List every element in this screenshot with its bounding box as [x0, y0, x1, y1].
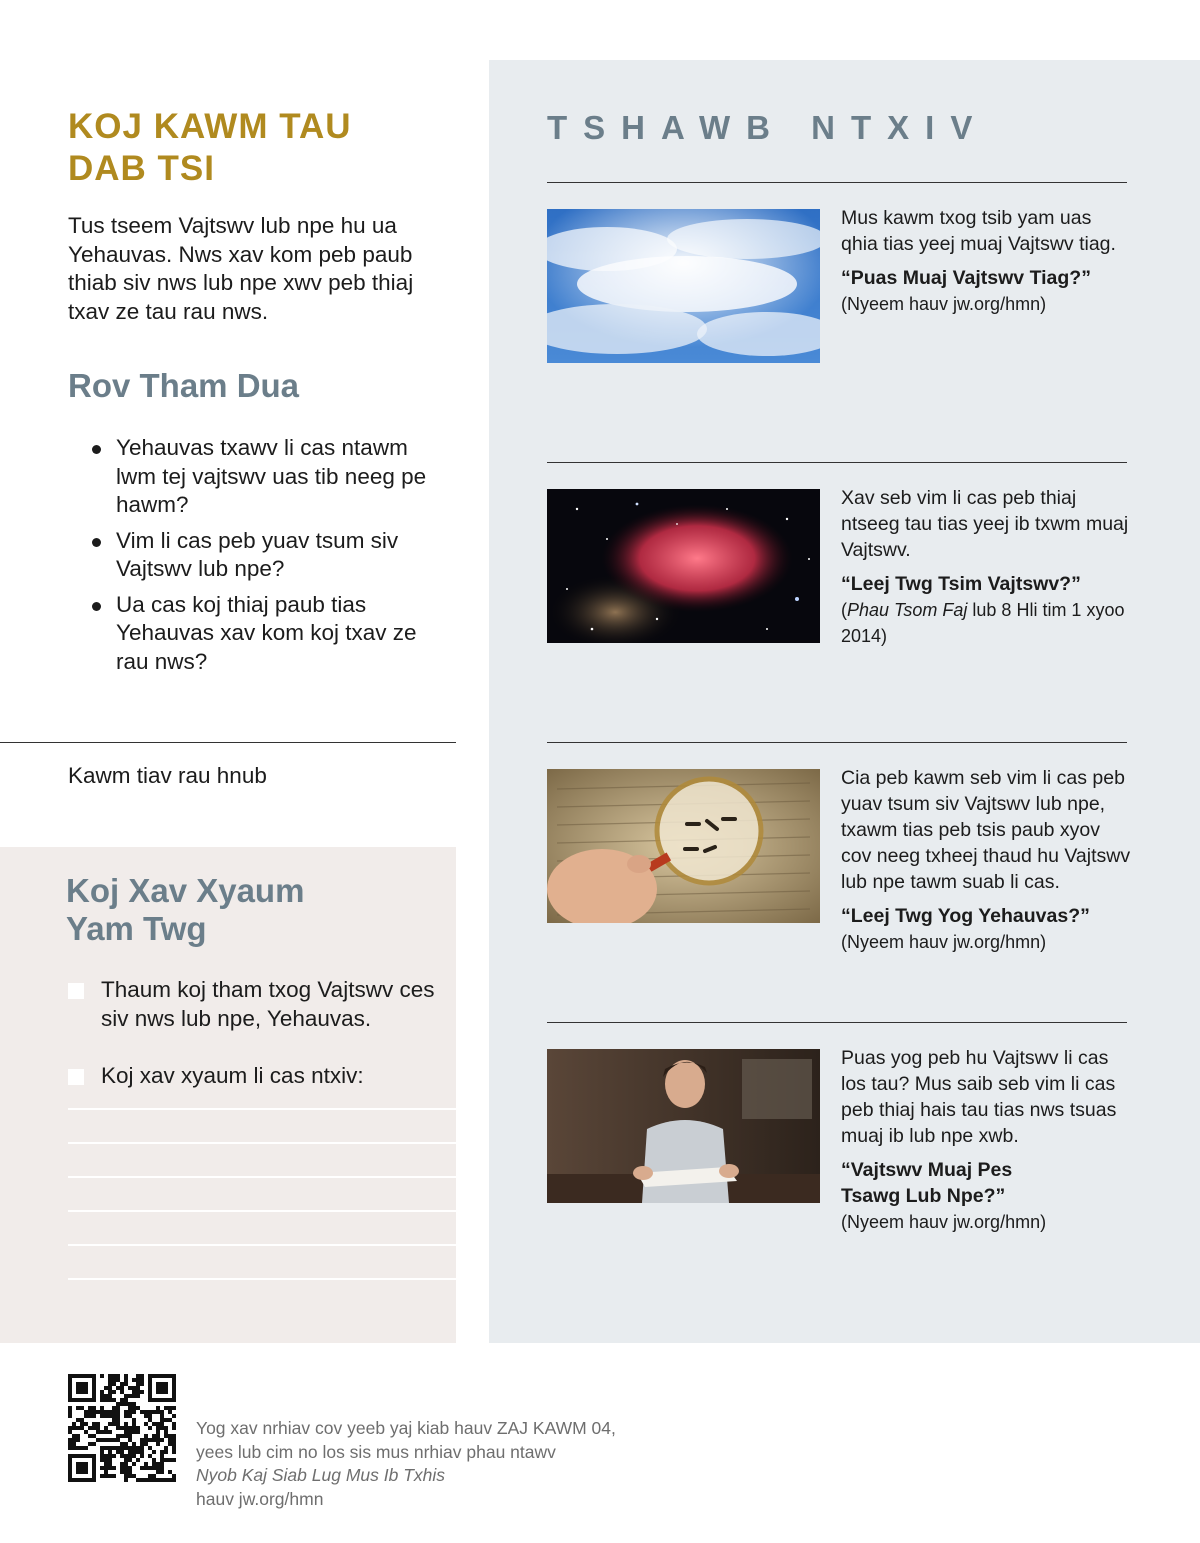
write-in-line[interactable]: [68, 1108, 456, 1110]
resource-title[interactable]: “Leej Twg Tsim Vajtswv?”: [841, 573, 1081, 595]
qr-code-icon[interactable]: [68, 1374, 176, 1482]
resource-source: (Phau Tsom Faj lub 8 Hli tim 1 xyoo 2014): [841, 600, 1125, 646]
completed-divider: [0, 742, 456, 743]
resource-description: Puas yog peb hu Vajtswv li cas los tau? Mus saib seb vim li cas peb thiaj hais tau tias nws tsuas muaj ib lub npe xwb.: [841, 1047, 1117, 1147]
learned-title: [68, 106, 448, 190]
sky-clouds-image: [547, 209, 820, 363]
resource-source: (Nyeem hauv jw.org/hmn): [841, 932, 1047, 952]
goal-checkbox-item[interactable]: Koj xav xyaum li cas ntxiv:: [68, 1062, 448, 1091]
footer-instructions: [196, 1417, 756, 1511]
completed-date-label: Kawm tiav rau hnub: [68, 763, 267, 788]
goals-title-line2: Yam Twg: [66, 910, 207, 947]
learned-summary: Tus tseem Vajtswv lub npe hu ua Yehauvas. Nws xav kom peb paub thiab siv nws lub npe xwv peb thiaj txav ze tau rau nws.: [68, 213, 414, 324]
learned-title-line1: KOJ KAWM TAU: [68, 107, 352, 146]
explore-title: TSHAWB NTXIV: [547, 109, 989, 146]
footer-line1: Yog xav nrhiav cov yeeb yaj kiab hauv ZAJ KAWM 04,: [196, 1418, 616, 1438]
write-in-line[interactable]: [68, 1142, 456, 1144]
resource-card: [841, 205, 1131, 317]
write-in-line[interactable]: [68, 1210, 456, 1212]
review-question-list: [92, 434, 442, 683]
resource-divider: [547, 462, 1127, 463]
resource-description: Cia peb kawm seb vim li cas peb yuav tsum siv Vajtswv lub npe, txawm tias peb tsis paub xyov cov neeg txheej thaud hu Vajtswv lub npe tawm suab li cas.: [841, 767, 1131, 893]
resource-card: [841, 1045, 1131, 1235]
review-question: Ua cas koj thiaj paub tias Yehauvas xav kom koj txav ze rau nws?: [92, 591, 442, 677]
magnifying-glass-image: [547, 769, 820, 923]
review-question: Vim li cas peb yuav tsum siv Vajtswv lub npe?: [92, 527, 442, 584]
resource-source: (Nyeem hauv jw.org/hmn): [841, 1212, 1047, 1232]
resource-title[interactable]: “Vajtswv Muaj Pes Tsawg Lub Npe?”: [841, 1159, 1013, 1207]
footer-line3: Nyob Kaj Siab Lug Mus Ib Txhis hauv jw.org/hmn: [196, 1465, 446, 1509]
write-in-line[interactable]: [68, 1278, 456, 1280]
resource-divider: [547, 182, 1127, 183]
checkbox-icon[interactable]: [68, 983, 84, 999]
resource-divider: [547, 742, 1127, 743]
resource-divider: [547, 1022, 1127, 1023]
nebula-image: [547, 489, 820, 643]
goal-checkbox-item[interactable]: Thaum koj tham txog Vajtswv ces siv nws lub npe, Yehauvas.: [68, 976, 448, 1033]
resource-description: Xav seb vim li cas peb thiaj ntseeg tau tias yeej ib txwm muaj Vajtswv.: [841, 487, 1129, 561]
write-in-line[interactable]: [68, 1244, 456, 1246]
book-title: Nyob Kaj Siab Lug Mus Ib Txhis: [196, 1465, 446, 1485]
review-question: Yehauvas txawv li cas ntawm lwm tej vajtswv uas tib neeg pe hawm?: [92, 434, 442, 520]
resource-title[interactable]: “Leej Twg Yog Yehauvas?”: [841, 905, 1090, 927]
goals-title-line1: Koj Xav Xyaum: [66, 872, 305, 909]
resource-description: Mus kawm txog tsib yam uas qhia tias yeej muaj Vajtswv tiag.: [841, 207, 1116, 255]
resource-card: [841, 765, 1131, 955]
bullet-icon: [92, 538, 101, 547]
footer-line2: yees lub cim no los sis mus nrhiav phau ntawv: [196, 1441, 556, 1462]
learned-title-line2: DAB TSI: [68, 149, 215, 188]
bullet-icon: [92, 445, 101, 454]
publication-name: Phau Tsom Faj: [847, 600, 968, 620]
write-in-line[interactable]: [68, 1176, 456, 1178]
checkbox-icon[interactable]: [68, 1069, 84, 1085]
goals-title: [66, 872, 304, 948]
bullet-icon: [92, 602, 101, 611]
review-title: Rov Tham Dua: [68, 367, 300, 404]
resource-title[interactable]: “Puas Muaj Vajtswv Tiag?”: [841, 267, 1091, 289]
resource-card: [841, 485, 1131, 649]
resource-source: (Nyeem hauv jw.org/hmn): [841, 294, 1047, 314]
man-reading-image: [547, 1049, 820, 1203]
